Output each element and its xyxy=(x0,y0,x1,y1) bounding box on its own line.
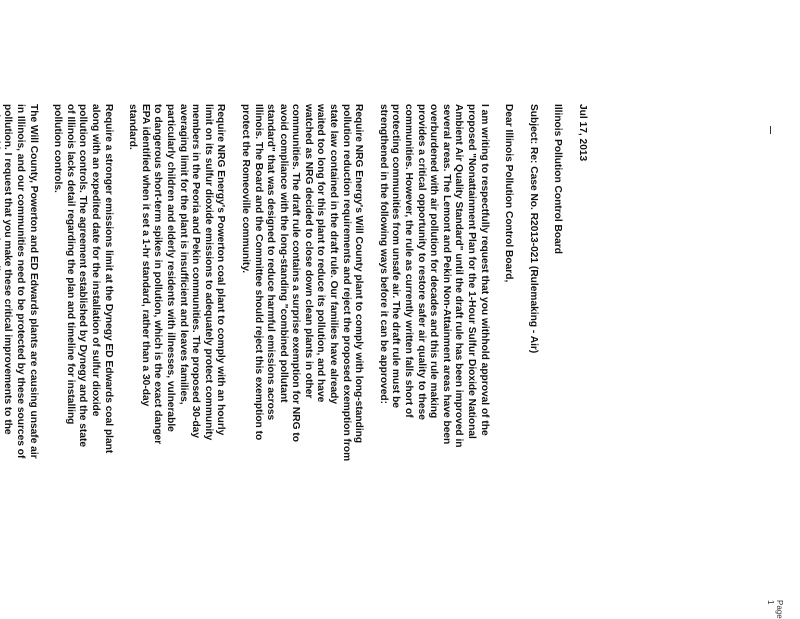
text-line: protecting communities from unsafe air. The draft rule must be xyxy=(390,104,402,408)
letter-date: Jul 17, 2013 xyxy=(577,104,588,162)
text-line: several areas. The Lemont and Pekin Non-Attainment areas have been xyxy=(440,104,452,445)
paragraph-will-county xyxy=(238,104,364,604)
text-line: I am writing to respectfully request that you withhold approval of the xyxy=(478,104,490,436)
text-line: limit on its sulfur dioxide emissions to adequately protect community xyxy=(202,104,214,441)
text-line: pollution controls. xyxy=(52,104,64,193)
text-line: The Will County, Powerton and ED Edwards plants are causing unsafe air xyxy=(27,104,39,459)
text-line: provides a critical opportunity to restore safer air quality to these xyxy=(415,104,427,420)
paragraph-intro xyxy=(376,104,489,604)
text-line: watched as NRG decided to close down clean plants in other xyxy=(302,104,314,399)
text-line: particularly children and elderly residents with illnesses, vulnerable xyxy=(164,104,176,432)
letter-recipient: Illinois Pollution Control Board xyxy=(552,104,564,254)
text-line: EPA identified when it set a 1-hr standard, rather than a 30-day xyxy=(139,104,151,407)
text-line: in Illinois, and our communities need to be protected by these sources of xyxy=(15,104,27,459)
text-line: pollution controls. The agreement established by Dynegy and the state xyxy=(77,104,89,448)
page-number: Page 1 xyxy=(766,600,784,619)
text-line: averaging limit for the plant is insufficient and leaves families, xyxy=(177,104,189,405)
paragraph-powerton xyxy=(126,104,227,604)
text-line: of Illinois lacks detail regarding the plan and timeline for installing xyxy=(64,104,76,425)
text-line: to dangerous short-term spikes in pollution, which is the exact danger xyxy=(152,104,164,445)
text-line: members in the Peoria and Pekin communities. The proposed 30-day xyxy=(190,104,202,439)
letter-subject: Subject: Re: Case No. R2013-021 (Rulemaking - Air) xyxy=(527,104,539,354)
text-line: Illinois. The Board and the Committee should reject this exemption to xyxy=(252,104,264,441)
text-line: along with an expedited date for the installation of sulfur dioxide xyxy=(90,104,101,417)
paragraph-conclusion xyxy=(0,104,39,604)
margin-mark xyxy=(770,126,771,134)
text-line: standard. xyxy=(127,104,139,150)
text-line: proposed "Nonattainment Plan for the 1-Hour Sulfur Dioxide National xyxy=(466,104,478,439)
text-line: state law contained in the draft rule. Our families have already xyxy=(328,104,340,405)
text-line: communities. However, the rule as currently written falls short of xyxy=(403,104,415,418)
text-line: strengthened in the following ways before it can be approved: xyxy=(377,104,389,405)
text-line: pollution reduction requirements and reject the proposed exemption from xyxy=(340,104,352,462)
text-line: Require a stronger emissions limit at the Dynegy ED Edwards coal plant xyxy=(102,104,114,454)
letter-body xyxy=(2,104,588,604)
text-line: standard" that was designed to reduce harmful emissions across xyxy=(265,104,277,421)
text-line: pollution. I request that you make these critical improvements to the xyxy=(2,104,14,435)
letter-salutation: Dear Illinois Pollution Control Board, xyxy=(503,104,515,283)
text-line: communities. The draft rule contains a surprise exemption for NRG to xyxy=(290,104,302,442)
text-line: overburdened with air pollution for decades and this rule making xyxy=(428,104,440,419)
text-line: waited too long for this plant to reduce its pollution, and have xyxy=(315,104,327,403)
text-line: avoid compliance with the long-standing "combined pollutant xyxy=(277,104,289,403)
text-line: Require NRG Energy's Powerton coal plant to comply with an hourly xyxy=(215,104,227,436)
paragraph-ed-edwards xyxy=(51,104,114,604)
text-line: Require NRG Energy's Will County plant to comply with long-standing xyxy=(353,104,365,444)
text-line: protect the Romeoville community. xyxy=(239,104,251,274)
text-line: Ambient Air Quality Standard" until the draft rule has been improved in xyxy=(453,104,465,448)
